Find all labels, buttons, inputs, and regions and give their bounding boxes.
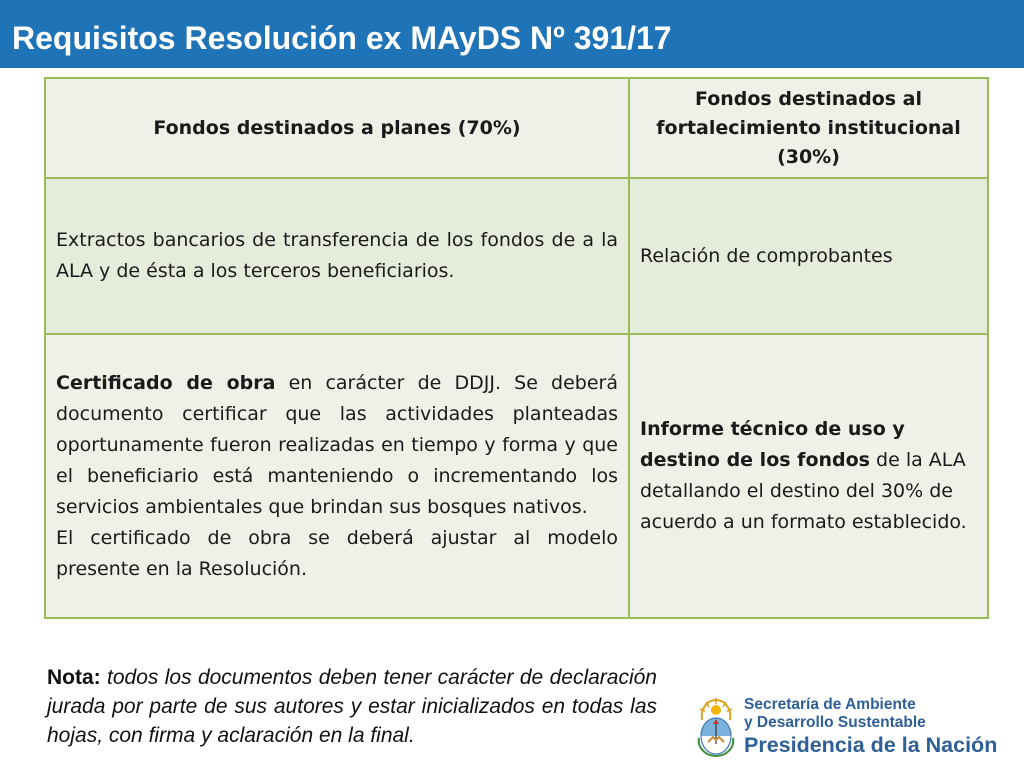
slide-title: Requisitos Resolución ex MAyDS Nº 391/17 [12,20,672,56]
title-bar [0,0,1024,68]
logo-line-desarrollo: y Desarrollo Sustentable [744,714,926,731]
table-row [45,178,988,334]
cell-informe-tecnico [629,334,988,618]
presidencia-logo [694,694,1024,764]
argentina-coat-of-arms-icon [694,698,738,758]
nota-body: todos los documentos deben tener carácter de declaración jurada por parte de sus autores y estar inicializados en todas las hojas, con firma y aclaración en la final. [47,666,657,747]
certificado-paragraph [56,368,618,523]
header-fortalecimiento: Fondos destinados al fortalecimiento institucional (30%) [629,78,988,178]
requirements-table [44,77,989,619]
nota-label: Nota: [47,666,101,689]
nota-text [47,663,657,750]
cell-extractos-bancarios: Extractos bancarios de transferencia de los fondos de a la ALA y de ésta a los terceros beneficiarios. [45,178,629,334]
logo-line-secretaria: Secretaría de Ambiente [744,696,916,713]
certificado-paragraph-2: El certificado de obra se deberá ajustar al modelo presente en la Resolución. [56,526,618,580]
certificado-text: en carácter de DDJJ. Se deberá documento certificar que las actividades planteadas oportunamente fueron realizadas en tiempo y forma y que el beneficiario está manteniendo o incrementando los servicios ambientales que brindan sus bosques nativos. [56,371,618,518]
informe-bold: Informe técnico de uso y destino de los fondos [640,418,905,471]
cell-certificado-obra [45,334,629,618]
table-row [45,334,988,618]
header-planes: Fondos destinados a planes (70%) [45,78,629,178]
informe-text: de la ALA detallando el destino del 30% de acuerdo a un formato establecido. [640,449,967,533]
cell-relacion-comprobantes: Relación de comprobantes [629,178,988,334]
table-header-row [45,78,988,178]
logo-line-presidencia: Presidencia de la Nación [744,733,998,757]
certificado-bold: Certificado de obra [56,371,276,394]
